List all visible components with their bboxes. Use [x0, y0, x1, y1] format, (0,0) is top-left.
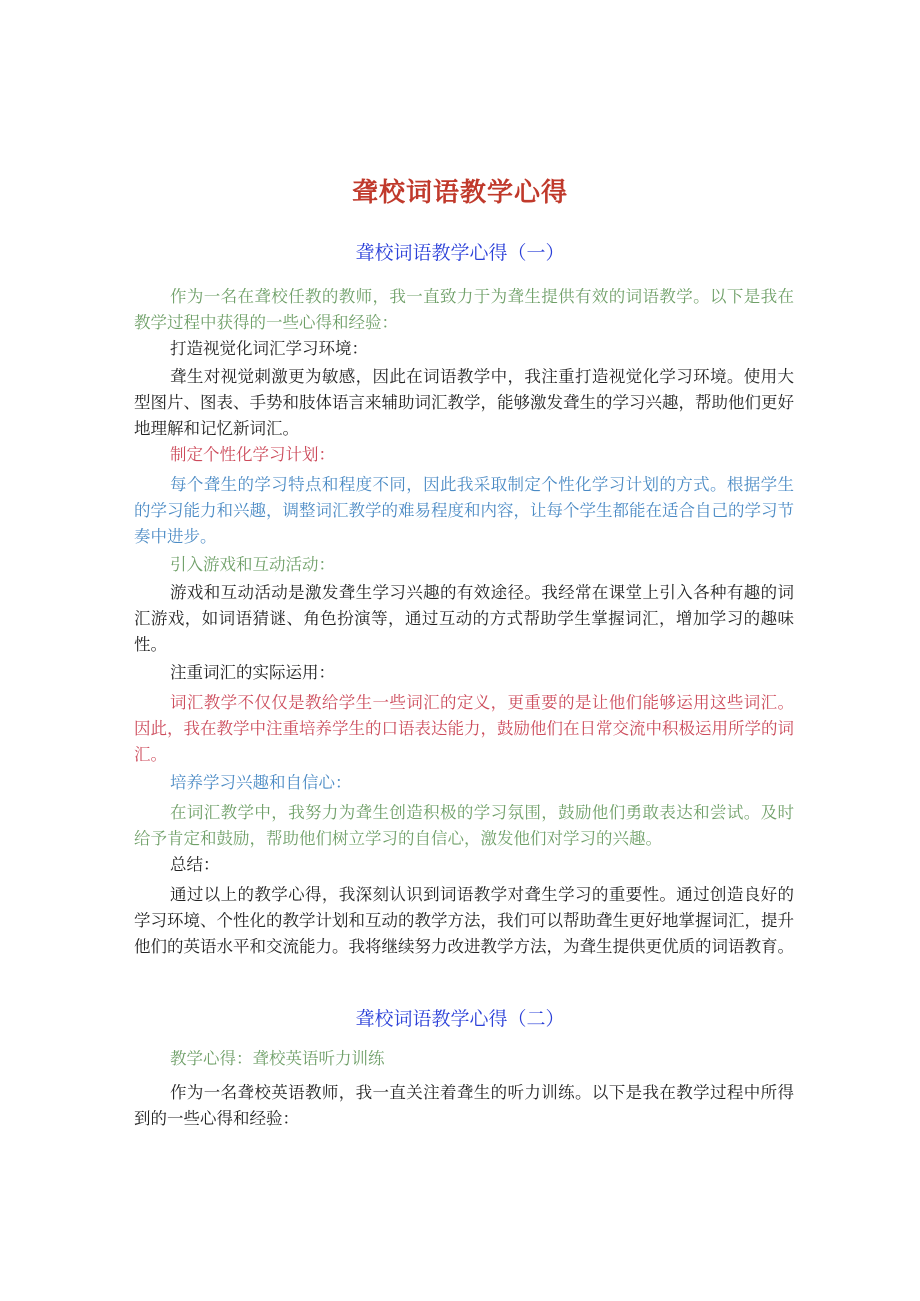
paragraph-practical-use: 词汇教学不仅仅是教给学生一些词汇的定义，更重要的是让他们能够运用这些词汇。因此，我在教学中注重培养学生的口语表达能力，鼓励他们在日常交流中积极运用所学的词汇。	[134, 693, 794, 764]
heading-personal-plan: 制定个性化学习计划：	[170, 445, 335, 464]
paragraph-listening-intro: 作为一名聋校英语教师，我一直关注着聋生的听力训练。以下是我在教学过程中所得到的一些心得和经验：	[134, 1083, 794, 1128]
paragraph-summary: 通过以上的教学心得，我深刻认识到词语教学对聋生学习的重要性。通过创造良好的学习环境、个性化的教学计划和互动的教学方法，我们可以帮助聋生更好地掌握词汇，提升他们的英语水平和交流能力。我将继续努力改进教学方法，为聋生提供更优质的词语教育。	[134, 885, 794, 956]
document-title: 聋校词语教学心得	[351, 178, 568, 208]
heading-visual-environment: 打造视觉化词汇学习环境：	[170, 339, 368, 358]
heading-games: 引入游戏和互动活动：	[170, 555, 335, 574]
paragraph-visual-environment: 聋生对视觉刺激更为敏感，因此在词语教学中，我注重打造视觉化学习环境。使用大型图片、图表、手势和肢体语言来辅助词汇教学，能够激发聋生的学习兴趣，帮助他们更好地理解和记忆新词汇。	[134, 367, 794, 438]
paragraph-personal-plan: 每个聋生的学习特点和程度不同，因此我采取制定个性化学习计划的方式。根据学生的学习能力和兴趣，调整词汇教学的难易程度和内容，让每个学生都能在适合自己的学习节奏中进步。	[134, 475, 794, 546]
heading-summary: 总结：	[170, 855, 220, 874]
heading-interest-confidence: 培养学习兴趣和自信心：	[170, 773, 352, 792]
paragraph-intro: 作为一名在聋校任教的教师，我一直致力于为聋生提供有效的词语教学。以下是我在教学过程中获得的一些心得和经验：	[134, 287, 794, 332]
heading-listening-training: 教学心得：聋校英语听力训练	[170, 1049, 385, 1068]
heading-practical-use: 注重词汇的实际运用：	[170, 663, 335, 682]
section-2-title: 聋校词语教学心得（二）	[355, 1008, 565, 1030]
paragraph-interest-confidence: 在词汇教学中，我努力为聋生创造积极的学习氛围，鼓励他们勇敢表达和尝试。及时给予肯定和鼓励，帮助他们树立学习的自信心，激发他们对学习的兴趣。	[134, 803, 794, 848]
paragraph-games: 游戏和互动活动是激发聋生学习兴趣的有效途径。我经常在课堂上引入各种有趣的词汇游戏，如词语猜谜、角色扮演等，通过互动的方式帮助学生掌握词汇，增加学习的趣味性。	[134, 583, 794, 654]
section-1-title: 聋校词语教学心得（一）	[355, 242, 565, 264]
